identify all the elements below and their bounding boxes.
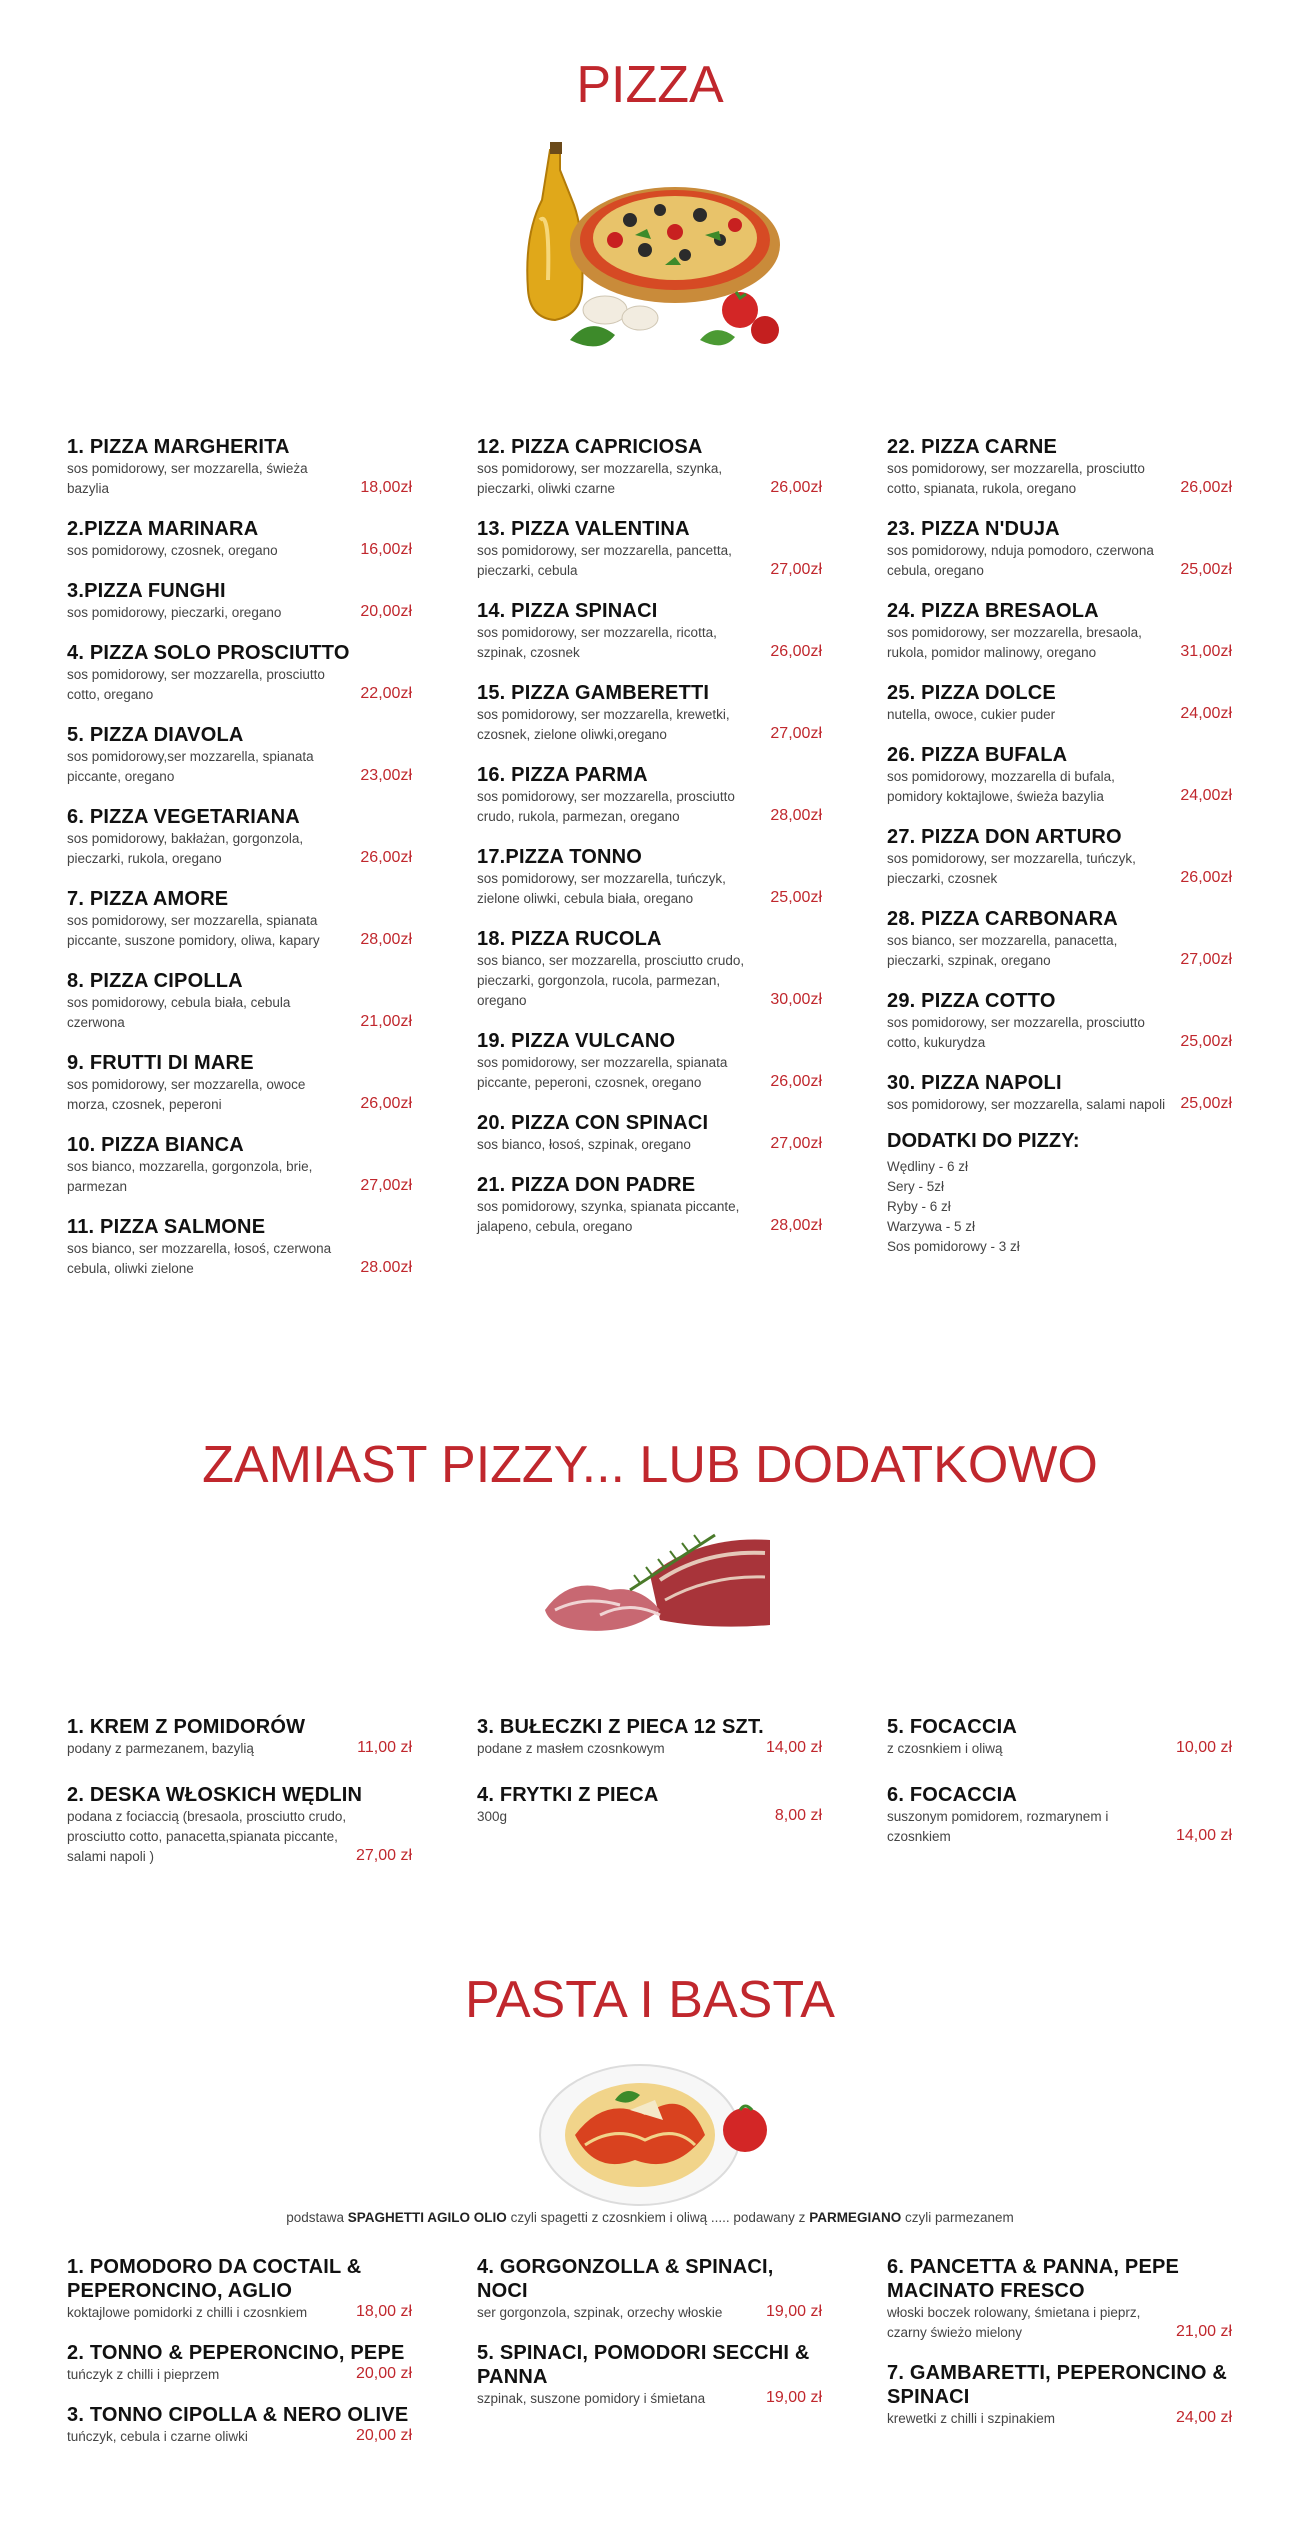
menu-item: [67, 2341, 412, 2385]
menu-item-price: 20,00 zł: [355, 2427, 412, 2444]
menu-item-price: 25,00zł: [770, 889, 822, 906]
menu-item: [477, 763, 822, 827]
menu-item-price: 27,00zł: [770, 725, 822, 742]
menu-item-name: 1. KREM Z POMIDORÓW: [67, 1716, 306, 1738]
menu-item: [477, 1783, 822, 1827]
menu-item-name: 21. PIZZA DON PADRE: [477, 1174, 696, 1196]
menu-item-description: sos pomidorowy, ser mozzarella, prosciutto cotto, kukurydza: [887, 1015, 1145, 1050]
menu-item-description: sos pomidorowy, ser mozzarella, ricotta, szpinak, czosnek: [477, 625, 717, 660]
menu-item-description: 300g: [477, 1809, 508, 1824]
menu-item-description: sos pomidorowy, ser mozzarella, szynka, pieczarki, oliwki czarne: [477, 461, 723, 496]
menu-item: [67, 887, 412, 951]
menu-item-description: krewetki z chilli i szpinakiem: [887, 2411, 1056, 2426]
menu-item-description: sos pomidorowy, ser mozzarella, spianata piccante, peperoni, czosnek, oregano: [477, 1055, 728, 1090]
menu-item-name: 7. PIZZA AMORE: [67, 888, 229, 910]
menu-item: [887, 907, 1232, 971]
menu-item-name: 13. PIZZA VALENTINA: [477, 518, 690, 540]
pizza-extra-item: Ryby - 6 zł: [887, 1199, 951, 1214]
menu-item-description: sos bianco, mozzarella, gorgonzola, brie, parmezan: [67, 1159, 313, 1194]
menu-item-description: sos pomidorowy, ser mozzarella, bresaola, rukola, pomidor malinowy, oregano: [887, 625, 1142, 660]
menu-item-price: 26,00zł: [770, 643, 822, 660]
menu-item-description: włoski boczek rolowany, śmietana i pieprz, czarny świeżo mielony: [887, 2305, 1141, 2340]
menu-item: [67, 805, 412, 869]
menu-item-price: 22,00zł: [360, 685, 412, 702]
menu-item: [887, 517, 1232, 581]
menu-item-name: 15. PIZZA GAMBERETTI: [477, 682, 710, 704]
menu-item: [67, 517, 412, 561]
menu-item-description: sos pomidorowy, nduja pomodoro, czerwona cebula, oregano: [887, 543, 1154, 578]
menu-item: [887, 2361, 1232, 2429]
menu-item-description: sos pomidorowy, ser mozzarella, tuńczyk, zielone oliwki, cebula biała, oregano: [477, 871, 726, 906]
menu-item-description: tuńczyk z chilli i pieprzem: [67, 2367, 220, 2382]
menu-item-description: sos pomidorowy, ser mozzarella, owoce morza, czosnek, peperoni: [67, 1077, 306, 1112]
menu-item-price: 14,00 zł: [765, 1739, 822, 1756]
menu-item-price: 20,00zł: [360, 603, 412, 620]
menu-item-name: 3. BUŁECZKI Z PIECA 12 SZT.: [477, 1716, 764, 1738]
menu-item-price: 28,00zł: [360, 931, 412, 948]
menu-item: [887, 2255, 1232, 2343]
menu-item-name: 4. FRYTKI Z PIECA: [477, 1784, 659, 1806]
menu-item-price: 11,00 zł: [357, 1739, 412, 1756]
pizza-extras: [887, 1129, 1232, 1257]
menu-item-description: podany z parmezanem, bazylią: [67, 1741, 254, 1756]
pasta-section-title: PASTA I BASTA: [465, 1971, 835, 2029]
menu-item-name: 19. PIZZA VULCANO: [477, 1030, 676, 1052]
menu-item: [477, 435, 822, 499]
menu-item-price: 14,00 zł: [1175, 1827, 1232, 1844]
menu-item-name: 4. PIZZA SOLO PROSCIUTTO: [67, 642, 350, 664]
menu-item-price: 8,00 zł: [774, 1807, 822, 1824]
menu-item-name: 5. PIZZA DIAVOLA: [67, 724, 244, 746]
menu-item-price: 25,00zł: [1180, 1033, 1232, 1050]
menu-item-description: sos bianco, ser mozzarella, łosoś, czerwona cebula, oliwki zielone: [67, 1241, 332, 1276]
menu-item-name: 22. PIZZA CARNE: [887, 436, 1058, 458]
menu-item-price: 28,00zł: [770, 1217, 822, 1234]
pizza-section-title: PIZZA: [576, 56, 724, 114]
menu-item-description: szpinak, suszone pomidory i śmietana: [477, 2391, 706, 2406]
pizza-extra-item: Wędliny - 6 zł: [887, 1159, 969, 1174]
menu-item-price: 26,00zł: [770, 479, 822, 496]
menu-item-name: 4. GORGONZOLLA & SPINACI, NOCI: [477, 2256, 774, 2302]
menu-item-description: sos pomidorowy, cebula biała, cebula czerwona: [67, 995, 291, 1030]
menu-item-price: 26,00zł: [770, 1073, 822, 1090]
menu-item-name: 7. GAMBARETTI, PEPERONCINO & SPINACI: [887, 2362, 1228, 2408]
pizza-image: [510, 140, 790, 370]
pizza-extras-title: DODATKI DO PIZZY:: [887, 1130, 1080, 1152]
menu-item-price: 23,00zł: [360, 767, 412, 784]
pizza-column-2: [477, 435, 822, 1237]
pasta-column-1: [67, 2255, 412, 2447]
menu-item-price: 27,00 zł: [355, 1847, 412, 1864]
menu-item: [887, 1715, 1232, 1759]
menu-item: [67, 1051, 412, 1115]
menu-item-description: nutella, owoce, cukier puder: [887, 707, 1056, 722]
menu-item-description: sos bianco, ser mozzarella, prosciutto crudo, pieczarki, gorgonzola, rucola, parmezan, oregano: [477, 953, 745, 1008]
menu-item-price: 10,00 zł: [1175, 1739, 1232, 1756]
zamiast-column-1: [67, 1715, 412, 1867]
menu-item-name: 6. PANCETTA & PANNA, PEPE MACINATO FRESCO: [887, 2256, 1180, 2302]
menu-item-description: sos bianco, łosoś, szpinak, oregano: [477, 1137, 691, 1152]
pizza-extra-item: Sery - 5zł: [887, 1179, 945, 1194]
menu-item: [477, 517, 822, 581]
pizza-column-1: [67, 435, 412, 1279]
menu-item-price: 27,00zł: [1180, 951, 1232, 968]
menu-item-price: 18,00zł: [360, 479, 412, 496]
menu-item-description: tuńczyk, cebula i czarne oliwki: [67, 2429, 248, 2444]
menu-item: [67, 1783, 412, 1867]
menu-item-description: sos pomidorowy, ser mozzarella, spianata piccante, suszone pomidory, oliwa, kapary: [67, 913, 320, 948]
menu-item-price: 30,00zł: [770, 991, 822, 1008]
pizza-column-3: [887, 435, 1232, 1257]
menu-item-description: sos pomidorowy, ser mozzarella, tuńczyk, pieczarki, czosnek: [887, 851, 1136, 886]
pasta-intro-cheese: PARMEGIANO: [809, 2210, 902, 2225]
menu-item-name: 29. PIZZA COTTO: [887, 990, 1056, 1012]
menu-item-price: 26,00zł: [1180, 479, 1232, 496]
menu-item-name: 6. FOCACCIA: [887, 1784, 1017, 1806]
menu-item: [887, 681, 1232, 725]
menu-item-price: 19,00 zł: [765, 2303, 822, 2320]
menu-item: [887, 989, 1232, 1053]
menu-item-name: 20. PIZZA CON SPINACI: [477, 1112, 709, 1134]
menu-item: [477, 1173, 822, 1237]
menu-item-price: 19,00 zł: [765, 2389, 822, 2406]
pizza-extra-item: Sos pomidorowy - 3 zł: [887, 1239, 1020, 1254]
menu-item: [67, 723, 412, 787]
menu-item-description: suszonym pomidorem, rozmarynem i czosnkiem: [887, 1809, 1109, 1844]
menu-item-price: 31,00zł: [1180, 643, 1232, 660]
menu-item-name: 30. PIZZA NAPOLI: [887, 1072, 1062, 1094]
menu-item-description: sos pomidorowy, szynka, spianata piccante, jalapeno, cebula, oregano: [477, 1199, 740, 1234]
menu-item-name: 3.PIZZA FUNGHI: [67, 580, 226, 602]
ham-image: [540, 1515, 775, 1645]
menu-item-price: 26,00zł: [360, 1095, 412, 1112]
menu-item: [477, 2255, 822, 2323]
menu-item-description: sos pomidorowy, ser mozzarella, prosciutto cotto, oregano: [67, 667, 325, 702]
menu-item: [67, 2403, 412, 2447]
menu-item: [67, 579, 412, 623]
menu-item-name: 5. SPINACI, POMODORI SECCHI & PANNA: [477, 2342, 810, 2388]
pasta-intro-base: SPAGHETTI AGILO OLIO: [347, 2210, 507, 2225]
pizza-extra-item: Warzywa - 5 zł: [887, 1219, 976, 1234]
menu-item-description: sos pomidorowy, ser mozzarella, świeża bazylia: [67, 461, 308, 496]
menu-item-name: 16. PIZZA PARMA: [477, 764, 648, 786]
menu-item-name: 10. PIZZA BIANCA: [67, 1134, 244, 1156]
menu-item-name: 8. PIZZA CIPOLLA: [67, 970, 243, 992]
menu-item-price: 26,00zł: [360, 849, 412, 866]
menu-item-price: 26,00zł: [1180, 869, 1232, 886]
menu-item: [477, 927, 822, 1011]
menu-item-name: 3. TONNO CIPOLLA & NERO OLIVE: [67, 2404, 409, 2426]
menu-item: [477, 681, 822, 745]
menu-item: [887, 599, 1232, 663]
menu-item-price: 24,00 zł: [1175, 2409, 1232, 2426]
menu-item-name: 27. PIZZA DON ARTURO: [887, 826, 1122, 848]
menu-item-description: sos pomidorowy, ser mozzarella, prosciutto cotto, spianata, rukola, oregano: [887, 461, 1145, 496]
menu-item-name: 9. FRUTTI DI MARE: [67, 1052, 254, 1074]
menu-item-name: 6. PIZZA VEGETARIANA: [67, 806, 300, 828]
menu-item: [67, 1215, 412, 1279]
menu-item-name: 2.PIZZA MARINARA: [67, 518, 259, 540]
menu-item-name: 12. PIZZA CAPRICIOSA: [477, 436, 703, 458]
menu-item-price: 25,00zł: [1180, 561, 1232, 578]
menu-item-description: sos pomidorowy, bakłażan, gorgonzola, pieczarki, rukola, oregano: [67, 831, 304, 866]
menu-item-name: 25. PIZZA DOLCE: [887, 682, 1056, 704]
menu-item-price: 18,00 zł: [355, 2303, 412, 2320]
menu-item-price: 25,00zł: [1180, 1095, 1232, 1112]
menu-item-name: 28. PIZZA CARBONARA: [887, 908, 1118, 930]
menu-item-price: 27,00zł: [770, 1135, 822, 1152]
menu-item: [67, 1715, 412, 1759]
menu-item-description: sos pomidorowy, ser mozzarella, salami napoli: [887, 1097, 1166, 1112]
pasta-intro: podstawa SPAGHETTI AGILO OLIO czyli spagetti z czosnkiem i oliwą ..... podawany z PARMEGIANO czyli parmezanem: [286, 2210, 1014, 2225]
pasta-column-2: [477, 2255, 822, 2409]
menu-item: [477, 1715, 822, 1759]
menu-item-name: 18. PIZZA RUCOLA: [477, 928, 662, 950]
menu-item: [67, 1133, 412, 1197]
menu-item-name: 1. POMODORO DA COCTAIL & PEPERONCINO, AGLIO: [67, 2256, 362, 2302]
menu-item-price: 16,00zł: [360, 541, 412, 558]
menu-item-price: 24,00zł: [1180, 705, 1232, 722]
menu-item-price: 21,00zł: [360, 1013, 412, 1030]
menu-item: [477, 2341, 822, 2409]
menu-item-name: 17.PIZZA TONNO: [477, 846, 643, 868]
menu-item-description: sos pomidorowy, czosnek, oregano: [67, 543, 278, 558]
menu-item-description: sos pomidorowy,ser mozzarella, spianata piccante, oregano: [67, 749, 314, 784]
menu-item: [67, 435, 412, 499]
menu-item-description: sos bianco, ser mozzarella, panacetta, pieczarki, szpinak, oregano: [887, 933, 1118, 968]
menu-item-description: sos pomidorowy, ser mozzarella, krewetki, czosnek, zielone oliwki,oregano: [477, 707, 730, 742]
menu-item-description: ser gorgonzola, szpinak, orzechy włoskie: [477, 2305, 723, 2320]
menu-item-price: 28,00zł: [770, 807, 822, 824]
menu-item-description: koktajlowe pomidorki z chilli i czosnkiem: [67, 2305, 308, 2320]
menu-item-price: 27,00zł: [360, 1177, 412, 1194]
zamiast-column-2: [477, 1715, 822, 1827]
menu-item-description: sos pomidorowy, ser mozzarella, prosciutto crudo, rukola, parmezan, oregano: [477, 789, 735, 824]
menu-item: [887, 825, 1232, 889]
menu-item-description: podane z masłem czosnkowym: [477, 1741, 665, 1756]
menu-item-name: 24. PIZZA BRESAOLA: [887, 600, 1099, 622]
menu-item: [887, 435, 1232, 499]
menu-item-price: 27,00zł: [770, 561, 822, 578]
menu-item-description: sos pomidorowy, pieczarki, oregano: [67, 605, 282, 620]
menu-item-description: sos pomidorowy, mozzarella di bufala, pomidory koktajlowe, świeża bazylia: [887, 769, 1115, 804]
menu-item-name: 14. PIZZA SPINACI: [477, 600, 658, 622]
pasta-image: [535, 2055, 775, 2210]
menu-item-price: 20,00 zł: [355, 2365, 412, 2382]
menu-item-description: podana z fociaccią (bresaola, prosciutto crudo, prosciutto cotto, panacetta,spianata piccante, salami napoli ): [67, 1809, 347, 1864]
menu-item-name: 5. FOCACCIA: [887, 1716, 1017, 1738]
menu-item-description: sos pomidorowy, ser mozzarella, pancetta, pieczarki, cebula: [477, 543, 732, 578]
menu-item: [887, 743, 1232, 807]
menu-item: [67, 2255, 412, 2323]
menu-item: [477, 1029, 822, 1093]
menu-item: [477, 1111, 822, 1155]
menu-item: [887, 1071, 1232, 1115]
menu-item-name: 26. PIZZA BUFALA: [887, 744, 1068, 766]
zamiast-section-title: ZAMIAST PIZZY... LUB DODATKOWO: [202, 1436, 1098, 1494]
menu-item-name: 23. PIZZA N'DUJA: [887, 518, 1060, 540]
menu-item: [887, 1783, 1232, 1847]
menu-item-name: 2. TONNO & PEPERONCINO, PEPE: [67, 2342, 405, 2364]
menu-item-name: 1. PIZZA MARGHERITA: [67, 436, 290, 458]
pasta-column-3: [887, 2255, 1232, 2429]
menu-item-price: 24,00zł: [1180, 787, 1232, 804]
menu-item: [477, 599, 822, 663]
menu-item-price: 28.00zł: [360, 1259, 412, 1276]
menu-item-description: z czosnkiem i oliwą: [887, 1741, 1003, 1756]
menu-item: [477, 845, 822, 909]
menu-item-name: 11. PIZZA SALMONE: [67, 1216, 266, 1238]
menu-item-price: 21,00 zł: [1175, 2323, 1232, 2340]
menu-item: [67, 641, 412, 705]
zamiast-column-3: [887, 1715, 1232, 1847]
menu-item: [67, 969, 412, 1033]
menu-item-name: 2. DESKA WŁOSKICH WĘDLIN: [67, 1784, 363, 1806]
